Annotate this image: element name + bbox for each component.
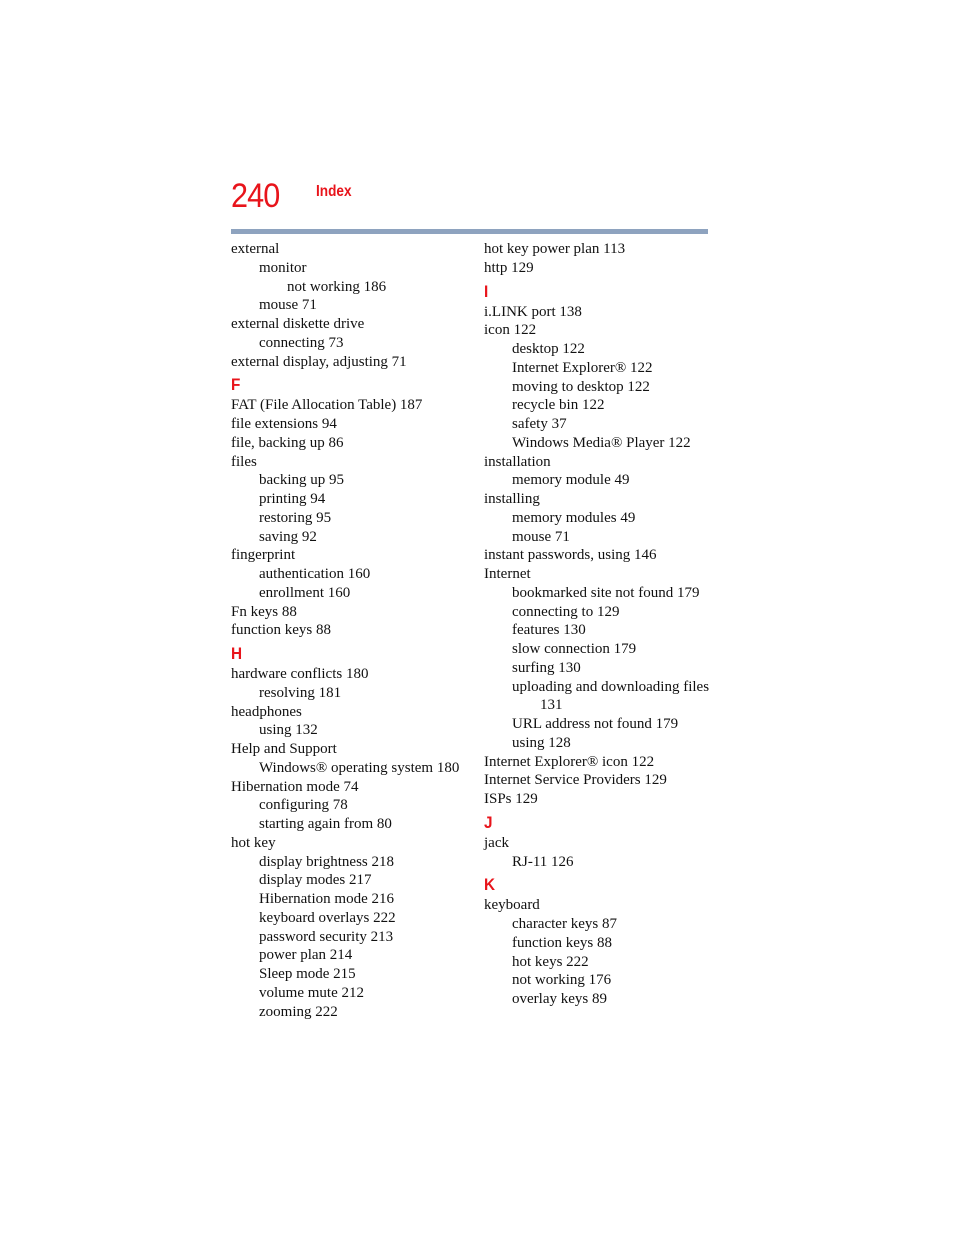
index-entry: icon 122 — [484, 322, 537, 339]
index-subentry: enrollment 160 — [259, 584, 351, 601]
index-subentry: bookmarked site not found 179 — [512, 584, 700, 601]
index-subentry: volume mute 212 — [259, 984, 364, 1001]
index-subentry: surfing 130 — [512, 659, 581, 676]
index-subentry: memory module 49 — [512, 472, 630, 489]
index-subentry: overlay keys 89 — [512, 991, 607, 1007]
index-subentry: power plan 214 — [259, 947, 353, 964]
index-subentry: connecting 73 — [259, 334, 344, 351]
index-subentry: keyboard overlays 222 — [259, 909, 396, 926]
index-entry: file, backing up 86 — [231, 434, 344, 451]
index-subentry: using 128 — [512, 734, 571, 751]
index-column-left — [231, 240, 466, 1021]
index-entry: files — [231, 453, 257, 470]
index-entry: i.LINK port 138 — [484, 303, 582, 320]
index-subentry: function keys 88 — [512, 934, 612, 951]
header-rule — [231, 229, 708, 234]
index-subentry: uploading and downloading files — [512, 678, 710, 695]
index-subentry: Sleep mode 215 — [259, 966, 356, 982]
index-entry: http 129 — [484, 259, 534, 276]
index-subentry: RJ-11 126 — [512, 853, 574, 870]
index-subentry: recycle bin 122 — [512, 397, 605, 414]
index-subentry: character keys 87 — [512, 916, 617, 932]
index-subentry: mouse 71 — [512, 528, 570, 545]
index-subentry: Windows Media® Player 122 — [512, 434, 691, 451]
index-entry: Internet Service Providers 129 — [484, 772, 667, 789]
index-entry: keyboard — [484, 897, 540, 914]
section-title: Index — [316, 183, 352, 200]
index-subentry: Windows® operating system 180 — [259, 759, 460, 776]
index-entry: hardware conflicts 180 — [231, 666, 369, 682]
index-subentry: moving to desktop 122 — [512, 378, 650, 395]
index-entry: hot key power plan 113 — [484, 241, 626, 257]
index-subentry: authentication 160 — [259, 566, 371, 582]
index-subentry: resolving 181 — [259, 684, 342, 701]
index-subentry: not working 186 — [287, 278, 387, 295]
index-subentry: monitor — [259, 259, 307, 276]
index-subentry: mouse 71 — [259, 297, 317, 314]
index-subentry: using 132 — [259, 722, 318, 739]
index-subentry: 131 — [540, 697, 563, 714]
index-subentry: printing 94 — [259, 491, 326, 507]
index-letter-heading: J — [484, 812, 493, 832]
index-subentry: Hibernation mode 216 — [259, 891, 394, 907]
index-entry: installing — [484, 491, 540, 507]
index-subentry: configuring 78 — [259, 797, 348, 814]
index-entry: hot key — [231, 834, 276, 851]
index-subentry: backing up 95 — [259, 472, 344, 489]
index-subentry: zooming 222 — [259, 1003, 338, 1020]
index-subentry: not working 176 — [512, 972, 612, 989]
index-subentry: memory modules 49 — [512, 509, 636, 526]
index-entry: file extensions 94 — [231, 416, 337, 432]
index-subentry: display brightness 218 — [259, 853, 394, 870]
index-entry: Internet Explorer® icon 122 — [484, 753, 655, 770]
index-subentry: password security 213 — [259, 928, 394, 945]
index-subentry: Internet Explorer® 122 — [512, 359, 653, 376]
index-subentry: safety 37 — [512, 416, 567, 432]
index-entry: FAT (File Allocation Table) 187 — [231, 397, 423, 414]
index-entry: function keys 88 — [231, 622, 331, 639]
index-subentry: URL address not found 179 — [512, 716, 679, 732]
index-letter-heading: F — [231, 375, 241, 395]
index-subentry: slow connection 179 — [512, 641, 637, 657]
index-entry: Fn keys 88 — [231, 603, 297, 620]
index-letter-heading: K — [484, 875, 496, 895]
index-entry: Help and Support — [231, 741, 337, 757]
index-subentry: hot keys 222 — [512, 953, 589, 970]
index-entry: Hibernation mode 74 — [231, 778, 359, 795]
index-entry: jack — [484, 834, 509, 851]
index-entry: headphones — [231, 703, 302, 720]
index-subentry: starting again from 80 — [259, 816, 392, 832]
index-entry: external diskette drive — [231, 316, 365, 332]
index-entry: external — [231, 241, 280, 257]
page-number: 240 — [231, 177, 280, 215]
index-subentry: desktop 122 — [512, 341, 585, 357]
index-column-right — [484, 240, 719, 1009]
index-entry: instant passwords, using 146 — [484, 547, 657, 564]
index-subentry: restoring 95 — [259, 509, 332, 526]
index-letter-heading: I — [484, 281, 489, 301]
index-letter-heading: H — [231, 644, 243, 663]
index-subentry: display modes 217 — [259, 872, 372, 889]
index-entry: fingerprint — [231, 547, 296, 564]
index-entry: external display, adjusting 71 — [231, 353, 407, 370]
index-entry: Internet — [484, 566, 531, 582]
index-entry: installation — [484, 453, 551, 470]
index-subentry: connecting to 129 — [512, 603, 620, 620]
index-subentry: saving 92 — [259, 528, 317, 545]
index-subentry: features 130 — [512, 622, 586, 639]
index-entry: ISPs 129 — [484, 791, 538, 807]
